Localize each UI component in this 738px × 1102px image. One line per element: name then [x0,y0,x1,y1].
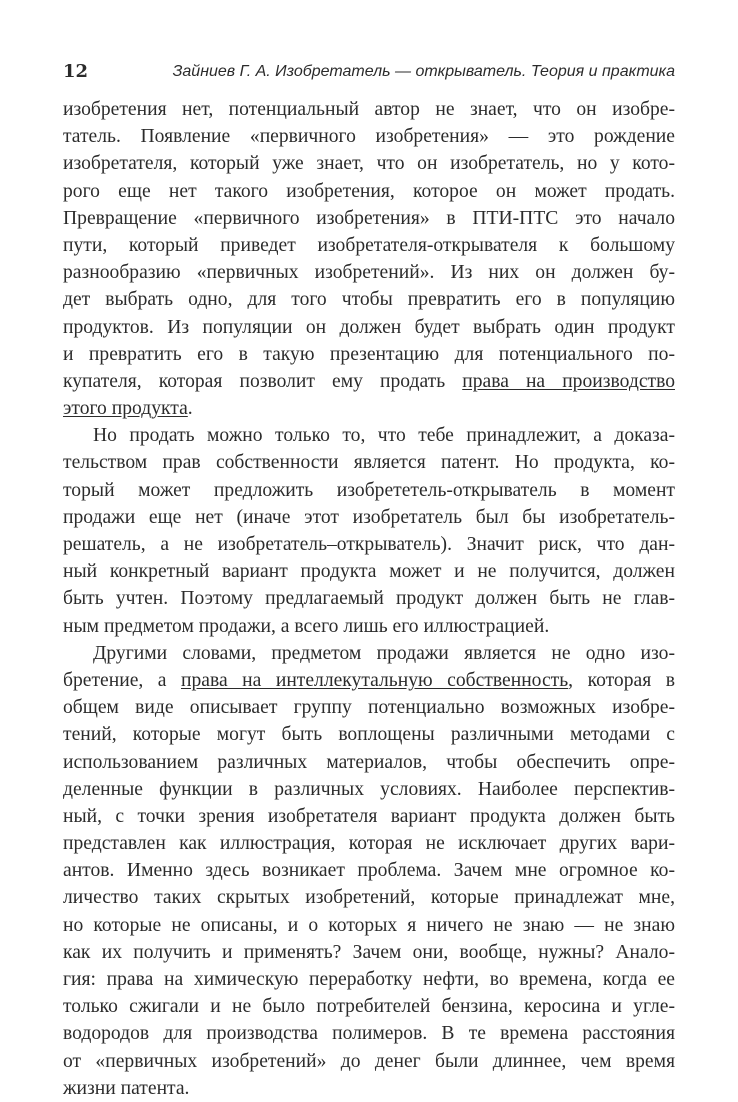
line-text-tail: , которая в [568,669,675,691]
line-text: изобретателя, который уже знает, что он изобретатель, но у кото- [63,153,675,175]
line-text: представлен как иллюстрация, которая не исключает других вари- [63,833,675,855]
line-text: водородов для производства полимеров. В те времена расстояния [63,1023,675,1045]
text-line [63,449,675,476]
text-line [63,232,675,259]
text-line [63,1048,675,1075]
line-text: продажи еще нет (иначе этот изобретатель был бы изобретатель- [63,506,675,528]
text-line [63,531,675,558]
line-text: быть учтен. Поэтому предлагаемый продукт должен быть не глав- [63,588,675,610]
text-line [63,150,675,177]
line-text: жизни патента. [63,1077,190,1099]
body-text [63,96,675,1102]
text-line [63,558,675,585]
line-text: гия: права на химическую переработку нефти, во времена, когда ее [63,969,675,990]
line-text: от «первичных изобретений» до денег были длиннее, чем время [63,1050,675,1072]
text-line [63,504,675,531]
line-text: Другими словами, предметом продажи является не одно изо- [93,642,675,664]
line-text: Но продать можно только то, что тебе принадлежит, а доказа- [93,425,675,447]
line-text: изобретения нет, потенциальный автор не знает, что он изобре- [63,99,675,120]
underlined-phrase: права на интеллекутальную собственность [180,669,569,691]
text-line [63,341,675,368]
text-line [63,721,675,748]
line-text: ный конкретный вариант продукта может и не получится, должен [63,561,675,583]
line-text: только сжигали и не было потребителей бензина, керосина и угле- [63,996,675,1018]
text-line [63,776,675,803]
text-line [63,314,675,341]
text-line [63,830,675,857]
text-line [63,939,675,966]
text-line [63,477,675,504]
line-text: рого еще нет такого изобретения, которое он может продать. [63,180,675,202]
text-line [63,1020,675,1047]
text-line [63,667,675,694]
text-line [63,803,675,830]
line-text: как их получить и применять? Зачем они, вообще, нужны? Анало- [63,941,675,963]
text-line [63,205,675,232]
text-line [63,178,675,205]
line-text: решатель, а не изобретатель–открыватель). Значит риск, что дан- [63,534,675,555]
line-text: пути, который приведет изобретателя-открывателя к большому [63,234,675,256]
line-text: бретение, а [63,669,181,691]
line-text: но которые не описаны, и о которых я ничего не знаю — не знаю [63,914,675,936]
line-text: ный, с точки зрения изобретателя вариант продукта должен быть [63,805,675,827]
text-line [63,585,675,612]
text-line [63,422,675,449]
text-line [63,96,675,123]
line-text: тений, которые могут быть воплощены различными методами с [63,724,675,746]
line-text: татель. Появление «первичного изобретения» — это рождение [63,126,675,148]
line-text: использованием различных материалов, чтобы обеспечить опре- [63,751,675,773]
page-number: 12 [63,61,89,82]
line-text: личество таких скрытых изобретений, которые принадлежат мне, [63,887,675,909]
text-line [63,286,675,313]
line-text: купателя, которая позволит ему продать [63,370,463,392]
line-text: разнообразию «первичных изобретений». Из них он должен бу- [63,262,675,284]
text-line [63,368,675,395]
text-line [63,613,675,640]
line-text: и превратить его в такую презентацию для потенциального по- [63,343,675,365]
text-line [63,966,675,993]
text-line [63,993,675,1020]
line-text: продуктов. Из популяции он должен будет выбрать один продукт [63,316,675,338]
text-line [63,1075,675,1102]
line-text: Превращение «первичного изобретения» в ПТИ-ПТС это начало [63,207,675,229]
line-text: торый может предложить изобрететель-открыватель в момент [63,479,675,501]
text-line [63,640,675,667]
line-text-tail: . [187,398,193,420]
page-header [63,61,675,89]
line-text: общем виде описывает группу потенциально возможных изобре- [63,697,675,719]
underlined-phrase: этого продукта [63,398,188,420]
text-line [63,259,675,286]
running-title: Зайниев Г. А. Изобретатель — открыватель. Теория и практика [172,63,675,80]
text-line [63,749,675,776]
text-line [63,884,675,911]
text-line [63,857,675,884]
line-text: антов. Именно здесь возникает проблема. Зачем мне огромное ко- [63,860,675,882]
text-line [63,912,675,939]
line-text: тельством прав собственности является патент. Но продукта, ко- [63,452,675,474]
text-line [63,395,675,422]
underlined-phrase: права на производство [462,370,675,392]
line-text: дет выбрать одно, для того чтобы превратить его в популяцию [63,289,675,311]
text-line [63,694,675,721]
line-text: деленные функции в различных условиях. Наиболее перспектив- [63,778,675,800]
line-text: ным предметом продажи, а всего лишь его иллюстрацией. [63,615,550,637]
text-line [63,123,675,150]
